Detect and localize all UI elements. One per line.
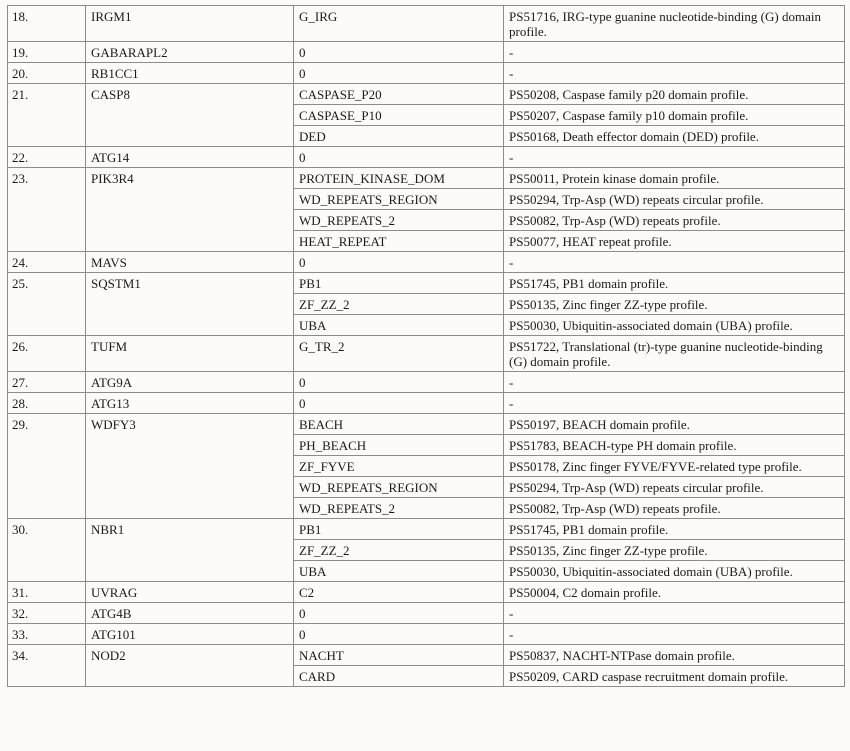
profile-description: - — [504, 252, 845, 273]
gene-name: RB1CC1 — [86, 63, 294, 84]
row-number: 24. — [8, 252, 86, 273]
profile-description: PS50135, Zinc finger ZZ-type profile. — [504, 540, 845, 561]
gene-name: TUFM — [86, 336, 294, 372]
table-row — [8, 582, 845, 603]
domain-name: WD_REPEATS_REGION — [294, 477, 504, 498]
table-row — [8, 84, 845, 105]
gene-name: PIK3R4 — [86, 168, 294, 252]
row-number: 23. — [8, 168, 86, 252]
profile-description: PS50082, Trp-Asp (WD) repeats profile. — [504, 498, 845, 519]
gene-name: NOD2 — [86, 645, 294, 687]
gene-name: MAVS — [86, 252, 294, 273]
table-row — [8, 273, 845, 294]
domain-name: 0 — [294, 624, 504, 645]
domain-name: C2 — [294, 582, 504, 603]
domain-name: PROTEIN_KINASE_DOM — [294, 168, 504, 189]
row-number: 18. — [8, 6, 86, 42]
table-row — [8, 393, 845, 414]
row-number: 21. — [8, 84, 86, 147]
profile-description: PS50294, Trp-Asp (WD) repeats circular profile. — [504, 189, 845, 210]
gene-name: IRGM1 — [86, 6, 294, 42]
gene-name: ATG4B — [86, 603, 294, 624]
profile-description: - — [504, 603, 845, 624]
domain-name: ZF_ZZ_2 — [294, 540, 504, 561]
profile-description: PS50208, Caspase family p20 domain profile. — [504, 84, 845, 105]
domain-name: WD_REPEATS_2 — [294, 210, 504, 231]
table-row — [8, 42, 845, 63]
domain-name: PH_BEACH — [294, 435, 504, 456]
domain-name: G_IRG — [294, 6, 504, 42]
gene-name: SQSTM1 — [86, 273, 294, 336]
profile-description: - — [504, 147, 845, 168]
profile-description: PS51783, BEACH-type PH domain profile. — [504, 435, 845, 456]
profile-description: PS51722, Translational (tr)-type guanine nucleotide-binding (G) domain profile. — [504, 336, 845, 372]
table-row — [8, 645, 845, 666]
row-number: 20. — [8, 63, 86, 84]
table-row — [8, 414, 845, 435]
table-row — [8, 168, 845, 189]
profile-description: PS50135, Zinc finger ZZ-type profile. — [504, 294, 845, 315]
gene-name: UVRAG — [86, 582, 294, 603]
gene-name: WDFY3 — [86, 414, 294, 519]
gene-name: ATG13 — [86, 393, 294, 414]
gene-name: ATG14 — [86, 147, 294, 168]
domain-name: WD_REPEATS_REGION — [294, 189, 504, 210]
profile-description: - — [504, 42, 845, 63]
domain-name: PB1 — [294, 519, 504, 540]
domain-name: DED — [294, 126, 504, 147]
row-number: 31. — [8, 582, 86, 603]
domain-name: 0 — [294, 63, 504, 84]
row-number: 22. — [8, 147, 86, 168]
domain-name: CASPASE_P10 — [294, 105, 504, 126]
gene-name: GABARAPL2 — [86, 42, 294, 63]
profile-description: - — [504, 372, 845, 393]
row-number: 34. — [8, 645, 86, 687]
profile-description: PS50207, Caspase family p10 domain profile. — [504, 105, 845, 126]
profile-description: PS50011, Protein kinase domain profile. — [504, 168, 845, 189]
profile-description: PS50197, BEACH domain profile. — [504, 414, 845, 435]
gene-name: NBR1 — [86, 519, 294, 582]
domain-name: BEACH — [294, 414, 504, 435]
row-number: 27. — [8, 372, 86, 393]
domain-name: UBA — [294, 315, 504, 336]
profile-description: PS50030, Ubiquitin-associated domain (UBA) profile. — [504, 315, 845, 336]
domain-name: 0 — [294, 393, 504, 414]
gene-name: ATG9A — [86, 372, 294, 393]
domain-name: 0 — [294, 252, 504, 273]
table-row — [8, 252, 845, 273]
domain-name: NACHT — [294, 645, 504, 666]
row-number: 28. — [8, 393, 86, 414]
domain-name: UBA — [294, 561, 504, 582]
domain-name: ZF_FYVE — [294, 456, 504, 477]
table-row — [8, 63, 845, 84]
profile-description: PS50004, C2 domain profile. — [504, 582, 845, 603]
profile-description: PS51745, PB1 domain profile. — [504, 273, 845, 294]
profile-description: PS50077, HEAT repeat profile. — [504, 231, 845, 252]
domain-table — [7, 5, 845, 687]
domain-name: CASPASE_P20 — [294, 84, 504, 105]
profile-description: PS50209, CARD caspase recruitment domain profile. — [504, 666, 845, 687]
table-row — [8, 603, 845, 624]
profile-description: PS50837, NACHT-NTPase domain profile. — [504, 645, 845, 666]
profile-description: PS50030, Ubiquitin-associated domain (UBA) profile. — [504, 561, 845, 582]
profile-description: PS50294, Trp-Asp (WD) repeats circular profile. — [504, 477, 845, 498]
profile-description: PS50082, Trp-Asp (WD) repeats profile. — [504, 210, 845, 231]
row-number: 30. — [8, 519, 86, 582]
table-row — [8, 372, 845, 393]
row-number: 33. — [8, 624, 86, 645]
domain-name: HEAT_REPEAT — [294, 231, 504, 252]
domain-name: PB1 — [294, 273, 504, 294]
gene-name: ATG101 — [86, 624, 294, 645]
table-row — [8, 519, 845, 540]
profile-description: PS50178, Zinc finger FYVE/FYVE-related type profile. — [504, 456, 845, 477]
domain-name: 0 — [294, 147, 504, 168]
gene-name: CASP8 — [86, 84, 294, 147]
row-number: 32. — [8, 603, 86, 624]
profile-description: - — [504, 624, 845, 645]
row-number: 19. — [8, 42, 86, 63]
table-body — [8, 6, 845, 687]
domain-name: 0 — [294, 372, 504, 393]
profile-description: PS51745, PB1 domain profile. — [504, 519, 845, 540]
row-number: 26. — [8, 336, 86, 372]
profile-description: PS50168, Death effector domain (DED) profile. — [504, 126, 845, 147]
row-number: 29. — [8, 414, 86, 519]
profile-description: - — [504, 63, 845, 84]
table-row — [8, 336, 845, 372]
domain-name: WD_REPEATS_2 — [294, 498, 504, 519]
profile-description: - — [504, 393, 845, 414]
row-number: 25. — [8, 273, 86, 336]
profile-description: PS51716, IRG-type guanine nucleotide-binding (G) domain profile. — [504, 6, 845, 42]
domain-name: 0 — [294, 603, 504, 624]
table-row — [8, 624, 845, 645]
domain-name: 0 — [294, 42, 504, 63]
domain-name: ZF_ZZ_2 — [294, 294, 504, 315]
table-row — [8, 6, 845, 42]
domain-name: CARD — [294, 666, 504, 687]
table-row — [8, 147, 845, 168]
domain-name: G_TR_2 — [294, 336, 504, 372]
